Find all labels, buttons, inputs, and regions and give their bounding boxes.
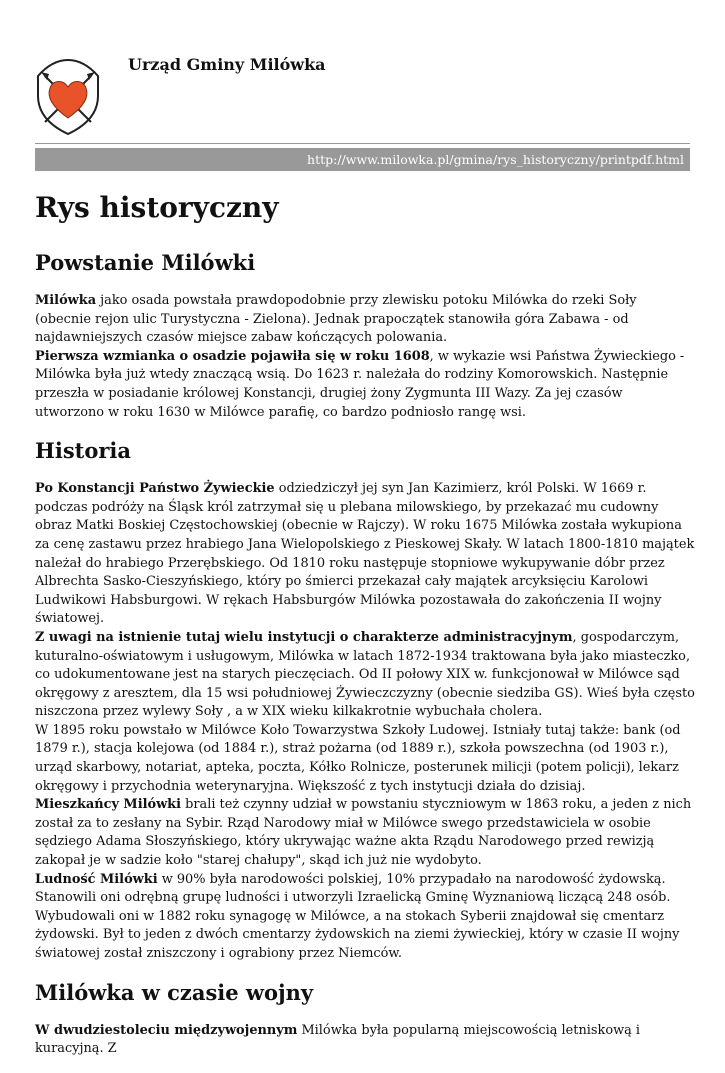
section-heading: Historia — [35, 438, 131, 464]
page-title: Rys historyczny — [35, 191, 279, 224]
section-wojna — [35, 978, 695, 1059]
paragraph: Z uwagi na istnienie tutaj wielu instytucji o charakterze administracyjnym, gospodarczym, kuturalno-oświatowym i usługowym, Milówka w latach 1872-1934 traktowana była jako miasteczko, co udokumentowane jest na starych pieczęciach. Od II połowy XIX w. funkcjonował w Milówce sąd okręgowy z aresztem, dla 15 wsi południowej Żywieczczyzny (obecnie siedziba GS). Wieś była często niszczona przez wylewy Soły , a w XIX wieku kilkakrotnie wybuchała cholera. — [35, 629, 695, 720]
section-heading: Milówka w czasie wojny — [35, 979, 314, 1005]
paragraph: W 1895 roku powstało w Milówce Koło Towarzystwa Szkoły Ludowej. Istniały tutaj także: bank (od 1879 r.), stacja kolejowa (od 1884 r.), straż pożarna (od 1889 r.), szkoła powszechna (od 1903 r.), urząd skarbowy, notariat, apteka, poczta, Kółko Rolnicze, posterunek milicji (potem policji), lekarz okręgowy i przychodnia weterynaryjna. Większość z tych instytucji działa do dzisiaj. — [35, 722, 681, 794]
heart-with-arrows-crest-icon — [35, 58, 101, 136]
paragraph: Po Konstancji Państwo Żywieckie odziedziczył jej syn Jan Kazimierz, król Polski. W 1669 r. podczas podróży na Śląsk król zatrzymał się u plebana milowskiego, by przekazać mu cudowny obraz Matki Boskiej Częstochowskiej (obecnie w Rajczy). W roku 1675 Milówka została wykupiona za cenę zastawu przez hrabiego Jana Wielopolskiego z Pieskowej Skały. W latach 1800-1810 majątek należał do hrabiego Przerębskiego. Od 1810 roku następuje stopniowe wykupywanie dóbr przez Albrechta Sasko-Cieszyńskiego, który po śmierci przekazał cały majątek arcyksięciu Karolowi Ludwikowi Habsburgowi. W rękach Habsburgów Milówka pozostawała do zakończenia II wojny światowej. — [35, 481, 695, 627]
section-historia — [35, 436, 695, 963]
paragraph: Mieszkańcy Milówki brali też czynny udział w powstaniu styczniowym w 1863 roku, a jeden z nich został za to zesłany na Sybir. Rząd Narodowy miał w Milówce swego przedstawiciela w osobie sędziego Adama Słoszyńskiego, który ukrywając ważne akta Rządu Narodowego przed rewizją zakopał je w sadzie koło "starej chałupy", skąd ich już nie wydobyto. — [35, 797, 692, 869]
url-bar — [35, 148, 690, 171]
article — [35, 186, 695, 1073]
section-powstanie — [35, 248, 695, 422]
header-divider — [35, 143, 690, 144]
organization-name: Urząd Gminy Milówka — [128, 55, 326, 74]
section-heading: Powstanie Milówki — [35, 250, 256, 275]
paragraph: W dwudziestoleciu międzywojennym Milówka była popularną miejscowością letniskową i kuracyjną. Z — [35, 1022, 641, 1057]
paragraph: Pierwsza wzmianka o osadzie pojawiła się w roku 1608, w wykazie wsi Państwa Żywieckiego - Milówka była już wtedy znaczącą wsią. Do 1623 r. należała do rodziny Komorowskich. Następnie przeszła w posiadanie królowej Konstancji, drugiej żony Zygmunta III Wazy. Za jej czasów utworzono w roku 1630 w Milówce parafię, co bardzo podniosło rangę wsi. — [35, 348, 685, 420]
page-header — [35, 50, 690, 135]
paragraph: Ludność Milówki w 90% była narodowości polskiej, 10% przypadało na narodowość żydowską. Stanowili oni odrębną grupę ludności i utworzyli Izraelicką Gminę Wyznaniową liczącą 248 osób. Wybudowali oni w 1882 roku synagogę w Milówce, a na stokach Syberii znajdował się cmentarz żydowski. Był to jeden z dwóch cmentarzy żydowskich na ziemi żywieckiej, który w czasie II wojny światowej został zniszczony i ograbiony przez Niemców. — [35, 871, 680, 961]
paragraph: Milówka jako osada powstała prawdopodobnie przy zlewisku potoku Milówka do rzeki Soły (obecnie rejon ulic Turystyczna - Zielona). Jednak prapoczątek stanowiła góra Zabawa - od najdawniejszych czasów miejsce zabaw kończących polowania. — [35, 293, 637, 346]
page-url[interactable]: http://www.milowka.pl/gmina/rys_historyczny/printpdf.html — [307, 152, 684, 167]
